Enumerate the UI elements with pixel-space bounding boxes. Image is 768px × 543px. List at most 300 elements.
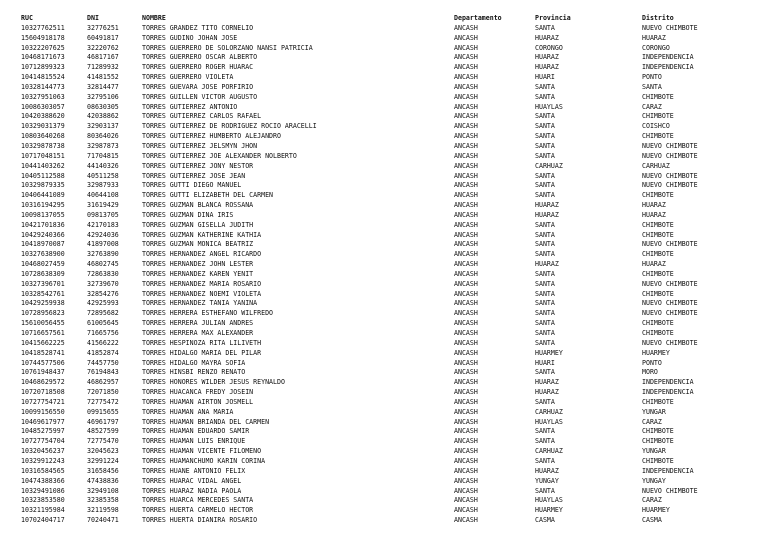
table-row — [21, 44, 752, 54]
cell-departamento: ANCASH — [454, 92, 478, 101]
cell-dni: 32854276 — [87, 289, 119, 298]
cell-ruc: 15610056455 — [21, 319, 65, 328]
cell-nombre: TORRES HINSBI RENZO RENATO — [142, 368, 246, 377]
cell-nombre: TORRES GUTIERREZ CARLOS RAFAEL — [142, 112, 262, 121]
cell-dni: 41481552 — [87, 73, 119, 82]
cell-departamento: ANCASH — [454, 191, 478, 200]
cell-ruc: 10099156550 — [21, 407, 65, 416]
table-row — [21, 437, 752, 447]
cell-departamento: ANCASH — [454, 348, 478, 357]
cell-nombre: TORRES HUAMAN ANA MARIA — [142, 407, 234, 416]
col-header-departamento: Departamento — [454, 14, 502, 22]
cell-departamento: ANCASH — [454, 23, 478, 32]
cell-departamento: ANCASH — [454, 456, 478, 465]
table-row — [21, 201, 752, 211]
cell-provincia: SANTA — [535, 299, 555, 308]
cell-ruc: 10421701836 — [21, 220, 65, 229]
table-row — [21, 142, 752, 152]
cell-distrito: INDEPENDENCIA — [642, 53, 694, 62]
cell-departamento: ANCASH — [454, 33, 478, 42]
cell-ruc: 10327396701 — [21, 279, 65, 288]
cell-provincia: HUARI — [535, 358, 555, 367]
cell-provincia: HUARAZ — [535, 33, 559, 42]
table-row — [21, 250, 752, 260]
cell-nombre: TORRES GUTIERREZ JOSE JEAN — [142, 171, 246, 180]
table-row — [21, 349, 752, 359]
cell-provincia: SANTA — [535, 309, 555, 318]
cell-departamento: ANCASH — [454, 338, 478, 347]
cell-distrito: NUEVO CHIMBOTE — [642, 309, 698, 318]
cell-nombre: TORRES HUAMAN EDUARDO SAMIR — [142, 427, 250, 436]
cell-dni: 46817167 — [87, 53, 119, 62]
cell-distrito: HUARMEY — [642, 348, 670, 357]
cell-ruc: 10405112588 — [21, 171, 65, 180]
cell-nombre: TORRES GRANDEZ TITO CORNELIO — [142, 23, 254, 32]
cell-distrito: CARAZ — [642, 417, 662, 426]
cell-departamento: ANCASH — [454, 516, 478, 525]
cell-nombre: TORRES HUARAZ NADIA PAOLA — [142, 486, 242, 495]
table-row — [21, 181, 752, 191]
cell-provincia: SANTA — [535, 181, 555, 190]
table-row — [21, 309, 752, 319]
cell-dni: 71704815 — [87, 151, 119, 160]
cell-provincia: SANTA — [535, 456, 555, 465]
cell-nombre: TORRES GUERRERO DE SOLORZANO NANSI PATRICIA — [142, 43, 313, 52]
cell-ruc: 10329491086 — [21, 486, 65, 495]
cell-nombre: TORRES GUTIERREZ HUMBERTO ALEJANDRO — [142, 132, 281, 141]
table-row — [21, 477, 752, 487]
cell-ruc: 10327951063 — [21, 92, 65, 101]
cell-nombre: TORRES HUERTA CARMELO HECTOR — [142, 506, 254, 515]
cell-provincia: CARHUAZ — [535, 161, 563, 170]
cell-dni: 60491817 — [87, 33, 119, 42]
table-row — [21, 24, 752, 34]
cell-departamento: ANCASH — [454, 43, 478, 52]
cell-ruc: 10712899323 — [21, 63, 65, 72]
cell-distrito: CORONGO — [642, 43, 670, 52]
cell-provincia: SANTA — [535, 220, 555, 229]
cell-dni: 47438836 — [87, 476, 119, 485]
cell-departamento: ANCASH — [454, 63, 478, 72]
cell-nombre: TORRES GUTIERREZ DE RODRIGUEZ ROCIO ARACELLI — [142, 122, 317, 131]
cell-ruc: 10329912243 — [21, 456, 65, 465]
cell-dni: 09813705 — [87, 210, 119, 219]
cell-nombre: TORRES HUAMAN VICENTE FILOMENO — [142, 447, 262, 456]
cell-distrito: NUEVO CHIMBOTE — [642, 240, 698, 249]
cell-nombre: TORRES HERRERA ESTHEFANO WILFREDO — [142, 309, 274, 318]
cell-provincia: HUARMEY — [535, 348, 563, 357]
cell-distrito: HUARMEY — [642, 506, 670, 515]
cell-distrito: CHIMBOTE — [642, 132, 674, 141]
cell-ruc: 10468629572 — [21, 378, 65, 387]
cell-provincia: HUARAZ — [535, 210, 559, 219]
cell-dni: 08630305 — [87, 102, 119, 111]
cell-nombre: TORRES HUAMAN BRIANDA DEL CARMEN — [142, 417, 270, 426]
cell-dni: 40511258 — [87, 171, 119, 180]
cell-departamento: ANCASH — [454, 378, 478, 387]
cell-ruc: 10414815524 — [21, 73, 65, 82]
table-row — [21, 516, 752, 526]
cell-nombre: TORRES HUACANCA FREDY JOSEIN — [142, 388, 254, 397]
cell-departamento: ANCASH — [454, 309, 478, 318]
cell-distrito: CHIMBOTE — [642, 289, 674, 298]
cell-dni: 80364026 — [87, 132, 119, 141]
cell-ruc: 10474388366 — [21, 476, 65, 485]
cell-dni: 32949108 — [87, 486, 119, 495]
cell-provincia: HUARI — [535, 73, 555, 82]
cell-dni: 44140326 — [87, 161, 119, 170]
cell-provincia: SANTA — [535, 368, 555, 377]
cell-dni: 76194843 — [87, 368, 119, 377]
cell-provincia: SANTA — [535, 269, 555, 278]
cell-nombre: TORRES GUZMAN KATHERINE KATHIA — [142, 230, 262, 239]
table-row — [21, 172, 752, 182]
cell-departamento: ANCASH — [454, 132, 478, 141]
cell-dni: 32795106 — [87, 92, 119, 101]
cell-dni: 71665756 — [87, 329, 119, 337]
cell-ruc: 10717048151 — [21, 151, 65, 160]
cell-distrito: HUARAZ — [642, 201, 666, 210]
cell-provincia: CARHUAZ — [535, 407, 563, 416]
cell-departamento: ANCASH — [454, 299, 478, 308]
cell-dni: 32119598 — [87, 506, 119, 515]
cell-nombre: TORRES HERNANDEZ NOEMI VIOLETA — [142, 289, 262, 298]
cell-ruc: 15604918178 — [21, 33, 65, 42]
cell-departamento: ANCASH — [454, 181, 478, 190]
cell-departamento: ANCASH — [454, 417, 478, 426]
cell-ruc: 10429259938 — [21, 299, 65, 308]
table-row — [21, 231, 752, 241]
cell-departamento: ANCASH — [454, 260, 478, 269]
cell-provincia: SANTA — [535, 427, 555, 436]
cell-dni: 48527599 — [87, 427, 119, 436]
cell-provincia: HUAYLAS — [535, 417, 563, 426]
cell-departamento: ANCASH — [454, 171, 478, 180]
cell-distrito: CHIMBOTE — [642, 230, 674, 239]
cell-nombre: TORRES GUTIERREZ JONY NESTOR — [142, 161, 254, 170]
cell-distrito: YUNGAR — [642, 447, 666, 456]
col-header-provincia: Provincia — [535, 14, 571, 22]
cell-ruc: 10720718508 — [21, 388, 65, 397]
cell-dni: 46961797 — [87, 417, 119, 426]
table-row — [21, 211, 752, 221]
cell-distrito: CHIMBOTE — [642, 220, 674, 229]
cell-dni: 42924036 — [87, 230, 119, 239]
cell-provincia: SANTA — [535, 240, 555, 249]
table-row — [21, 359, 752, 369]
cell-distrito: CHIMBOTE — [642, 250, 674, 259]
cell-departamento: ANCASH — [454, 112, 478, 121]
cell-distrito: CASMA — [642, 516, 662, 525]
cell-ruc: 10727754704 — [21, 437, 65, 446]
cell-provincia: SANTA — [535, 151, 555, 160]
cell-provincia: SANTA — [535, 191, 555, 200]
cell-provincia: HUARAZ — [535, 378, 559, 387]
cell-departamento: ANCASH — [454, 210, 478, 219]
cell-provincia: SANTA — [535, 329, 555, 337]
cell-ruc: 10328542761 — [21, 289, 65, 298]
cell-dni: 32739670 — [87, 279, 119, 288]
cell-ruc: 10728638309 — [21, 269, 65, 278]
col-header-distrito: Distrito — [642, 14, 674, 22]
cell-ruc: 10316194295 — [21, 201, 65, 210]
cell-ruc: 10316584565 — [21, 466, 65, 475]
cell-provincia: SANTA — [535, 437, 555, 446]
table-row — [21, 63, 752, 73]
cell-departamento: ANCASH — [454, 279, 478, 288]
table-row — [21, 457, 752, 467]
cell-ruc: 10320456237 — [21, 447, 65, 456]
cell-distrito: NUEVO CHIMBOTE — [642, 338, 698, 347]
table-row — [21, 368, 752, 378]
col-header-nombre: NOMBRE — [142, 14, 166, 22]
cell-distrito: NUEVO CHIMBOTE — [642, 151, 698, 160]
cell-ruc: 10469617977 — [21, 417, 65, 426]
cell-nombre: TORRES GUTIERREZ JELSMYN JHON — [142, 141, 258, 150]
cell-nombre: TORRES HERNANDEZ MARIA ROSARIO — [142, 279, 262, 288]
cell-nombre: TORRES GUTIERREZ JOE ALEXANDER NOLBERTO — [142, 151, 297, 160]
cell-dni: 32763890 — [87, 250, 119, 259]
cell-distrito: YUNGAR — [642, 407, 666, 416]
cell-provincia: SANTA — [535, 289, 555, 298]
cell-nombre: TORRES HERNANDEZ KAREN YENIT — [142, 269, 254, 278]
cell-provincia: SANTA — [535, 92, 555, 101]
cell-nombre: TORRES HUARAC VIDAL ANGEL — [142, 476, 242, 485]
cell-nombre: TORRES GUTTI DIEGO MANUEL — [142, 181, 242, 190]
cell-ruc: 10727754721 — [21, 397, 65, 406]
cell-nombre: TORRES HONORES WILDER JESUS REYNALDO — [142, 378, 285, 387]
table-row — [21, 329, 752, 339]
cell-dni: 32991224 — [87, 456, 119, 465]
col-header-ruc: RUC — [21, 14, 33, 22]
header-row — [21, 14, 752, 24]
cell-distrito: CHIMBOTE — [642, 191, 674, 200]
cell-distrito: NUEVO CHIMBOTE — [642, 486, 698, 495]
cell-departamento: ANCASH — [454, 447, 478, 456]
cell-departamento: ANCASH — [454, 368, 478, 377]
cell-distrito: HUARAZ — [642, 33, 666, 42]
cell-ruc: 10086303057 — [21, 102, 65, 111]
cell-ruc: 10327638900 — [21, 250, 65, 259]
cell-departamento: ANCASH — [454, 201, 478, 210]
cell-ruc: 10716657561 — [21, 329, 65, 337]
cell-dni: 32776251 — [87, 23, 119, 32]
cell-dni: 41566222 — [87, 338, 119, 347]
cell-provincia: SANTA — [535, 338, 555, 347]
cell-dni: 72863830 — [87, 269, 119, 278]
cell-departamento: ANCASH — [454, 161, 478, 170]
table-row — [21, 487, 752, 497]
cell-ruc: 10098137055 — [21, 210, 65, 219]
cell-nombre: TORRES HUAMAN AIRTON JOSMELL — [142, 397, 254, 406]
cell-distrito: INDEPENDENCIA — [642, 63, 694, 72]
cell-departamento: ANCASH — [454, 407, 478, 416]
cell-departamento: ANCASH — [454, 82, 478, 91]
cell-dni: 32987933 — [87, 181, 119, 190]
cell-dni: 41897008 — [87, 240, 119, 249]
cell-provincia: SANTA — [535, 250, 555, 259]
cell-provincia: HUARMEY — [535, 506, 563, 515]
table-row — [21, 93, 752, 103]
cell-nombre: TORRES GUZMAN BLANCA ROSSANA — [142, 201, 254, 210]
cell-departamento: ANCASH — [454, 437, 478, 446]
cell-dni: 09915655 — [87, 407, 119, 416]
cell-ruc: 10328144773 — [21, 82, 65, 91]
cell-dni: 42170183 — [87, 220, 119, 229]
cell-distrito: CHIMBOTE — [642, 397, 674, 406]
cell-distrito: CARAZ — [642, 496, 662, 505]
table-row — [21, 290, 752, 300]
table-row — [21, 83, 752, 93]
cell-provincia: SANTA — [535, 132, 555, 141]
table-row — [21, 270, 752, 280]
cell-dni: 72895682 — [87, 309, 119, 318]
records-table — [21, 14, 752, 526]
cell-distrito: CHIMBOTE — [642, 319, 674, 328]
cell-distrito: COISHCO — [642, 122, 670, 131]
cell-nombre: TORRES GUZMAN GISELLA JUDITH — [142, 220, 254, 229]
cell-provincia: SANTA — [535, 23, 555, 32]
cell-distrito: CHIMBOTE — [642, 437, 674, 446]
cell-departamento: ANCASH — [454, 230, 478, 239]
cell-provincia: CARHUAZ — [535, 447, 563, 456]
cell-departamento: ANCASH — [454, 141, 478, 150]
table-row — [21, 319, 752, 329]
cell-dni: 61005645 — [87, 319, 119, 328]
table-row — [21, 408, 752, 418]
cell-provincia: SANTA — [535, 279, 555, 288]
cell-dni: 32045623 — [87, 447, 119, 456]
cell-departamento: ANCASH — [454, 102, 478, 111]
cell-dni: 46802745 — [87, 260, 119, 269]
table-row — [21, 496, 752, 506]
cell-dni: 71289932 — [87, 63, 119, 72]
cell-dni: 32814477 — [87, 82, 119, 91]
cell-nombre: TORRES GUZMAN DINA IRIS — [142, 210, 234, 219]
cell-dni: 40644108 — [87, 191, 119, 200]
table-row — [21, 53, 752, 63]
cell-distrito: CHIMBOTE — [642, 456, 674, 465]
table-row — [21, 103, 752, 113]
col-header-dni: DNI — [87, 14, 99, 22]
table-row — [21, 388, 752, 398]
cell-nombre: TORRES GUEVARA JOSE PORFIRIO — [142, 82, 254, 91]
cell-dni: 42925993 — [87, 299, 119, 308]
cell-distrito: PONTO — [642, 73, 662, 82]
cell-nombre: TORRES HERNANDEZ TANIA YANINA — [142, 299, 258, 308]
cell-provincia: SANTA — [535, 171, 555, 180]
table-row — [21, 162, 752, 172]
cell-provincia: HUARAZ — [535, 201, 559, 210]
cell-nombre: TORRES GUZMAN MONICA BEATRIZ — [142, 240, 254, 249]
cell-ruc: 10329031379 — [21, 122, 65, 131]
cell-provincia: HUARAZ — [535, 466, 559, 475]
cell-distrito: CHIMBOTE — [642, 92, 674, 101]
cell-nombre: TORRES HERRERA MAX ALEXANDER — [142, 329, 254, 337]
cell-ruc: 10329879335 — [21, 181, 65, 190]
cell-distrito: HUARAZ — [642, 210, 666, 219]
cell-nombre: TORRES GUERRERO VIOLETA — [142, 73, 234, 82]
cell-nombre: TORRES GUDINO JOHAN JOSE — [142, 33, 238, 42]
cell-nombre: TORRES GUILLEN VICTOR AUGUSTO — [142, 92, 258, 101]
cell-distrito: MORO — [642, 368, 658, 377]
cell-provincia: HUARAZ — [535, 260, 559, 269]
cell-departamento: ANCASH — [454, 486, 478, 495]
cell-nombre: TORRES GUTIERREZ ANTONIO — [142, 102, 238, 111]
cell-departamento: ANCASH — [454, 122, 478, 131]
cell-nombre: TORRES HUANE ANTONIO FELIX — [142, 466, 246, 475]
cell-distrito: NUEVO CHIMBOTE — [642, 141, 698, 150]
cell-departamento: ANCASH — [454, 151, 478, 160]
table-row — [21, 34, 752, 44]
cell-distrito: CARAZ — [642, 102, 662, 111]
cell-ruc: 10761948437 — [21, 368, 65, 377]
cell-provincia: SANTA — [535, 319, 555, 328]
cell-departamento: ANCASH — [454, 427, 478, 436]
cell-distrito: INDEPENDENCIA — [642, 466, 694, 475]
cell-ruc: 10418528741 — [21, 348, 65, 357]
cell-departamento: ANCASH — [454, 496, 478, 505]
cell-distrito: NUEVO CHIMBOTE — [642, 299, 698, 308]
cell-ruc: 10441403262 — [21, 161, 65, 170]
cell-departamento: ANCASH — [454, 397, 478, 406]
cell-distrito: CARHUAZ — [642, 161, 670, 170]
cell-distrito: CHIMBOTE — [642, 427, 674, 436]
cell-ruc: 10803640268 — [21, 132, 65, 141]
table-row — [21, 260, 752, 270]
cell-departamento: ANCASH — [454, 329, 478, 337]
table-row — [21, 339, 752, 349]
table-row — [21, 191, 752, 201]
cell-departamento: ANCASH — [454, 269, 478, 278]
table-row — [21, 447, 752, 457]
cell-provincia: SANTA — [535, 230, 555, 239]
cell-provincia: SANTA — [535, 397, 555, 406]
table-row — [21, 240, 752, 250]
cell-distrito: INDEPENDENCIA — [642, 378, 694, 387]
cell-provincia: SANTA — [535, 141, 555, 150]
cell-distrito: NUEVO CHIMBOTE — [642, 279, 698, 288]
cell-distrito: SANTA — [642, 82, 662, 91]
cell-distrito: CHIMBOTE — [642, 329, 674, 337]
table-row — [21, 280, 752, 290]
cell-ruc: 10744577506 — [21, 358, 65, 367]
table-row — [21, 299, 752, 309]
cell-dni: 32385358 — [87, 496, 119, 505]
cell-ruc: 10485275997 — [21, 427, 65, 436]
cell-departamento: ANCASH — [454, 53, 478, 62]
cell-ruc: 10728956823 — [21, 309, 65, 318]
cell-provincia: SANTA — [535, 112, 555, 121]
cell-dni: 74457750 — [87, 358, 119, 367]
table-row — [21, 73, 752, 83]
cell-departamento: ANCASH — [454, 220, 478, 229]
cell-dni: 32220762 — [87, 43, 119, 52]
cell-nombre: TORRES HERNANDEZ ANGEL RICARDO — [142, 250, 262, 259]
cell-dni: 72775470 — [87, 437, 119, 446]
cell-ruc: 10418970087 — [21, 240, 65, 249]
cell-departamento: ANCASH — [454, 289, 478, 298]
cell-dni: 31658456 — [87, 466, 119, 475]
cell-departamento: ANCASH — [454, 466, 478, 475]
cell-dni: 32987873 — [87, 141, 119, 150]
cell-provincia: HUAYLAS — [535, 496, 563, 505]
cell-ruc: 10429240366 — [21, 230, 65, 239]
table-row — [21, 132, 752, 142]
table-row — [21, 398, 752, 408]
cell-nombre: TORRES HUARCA MERCEDES SANTA — [142, 496, 254, 505]
cell-dni: 42038862 — [87, 112, 119, 121]
